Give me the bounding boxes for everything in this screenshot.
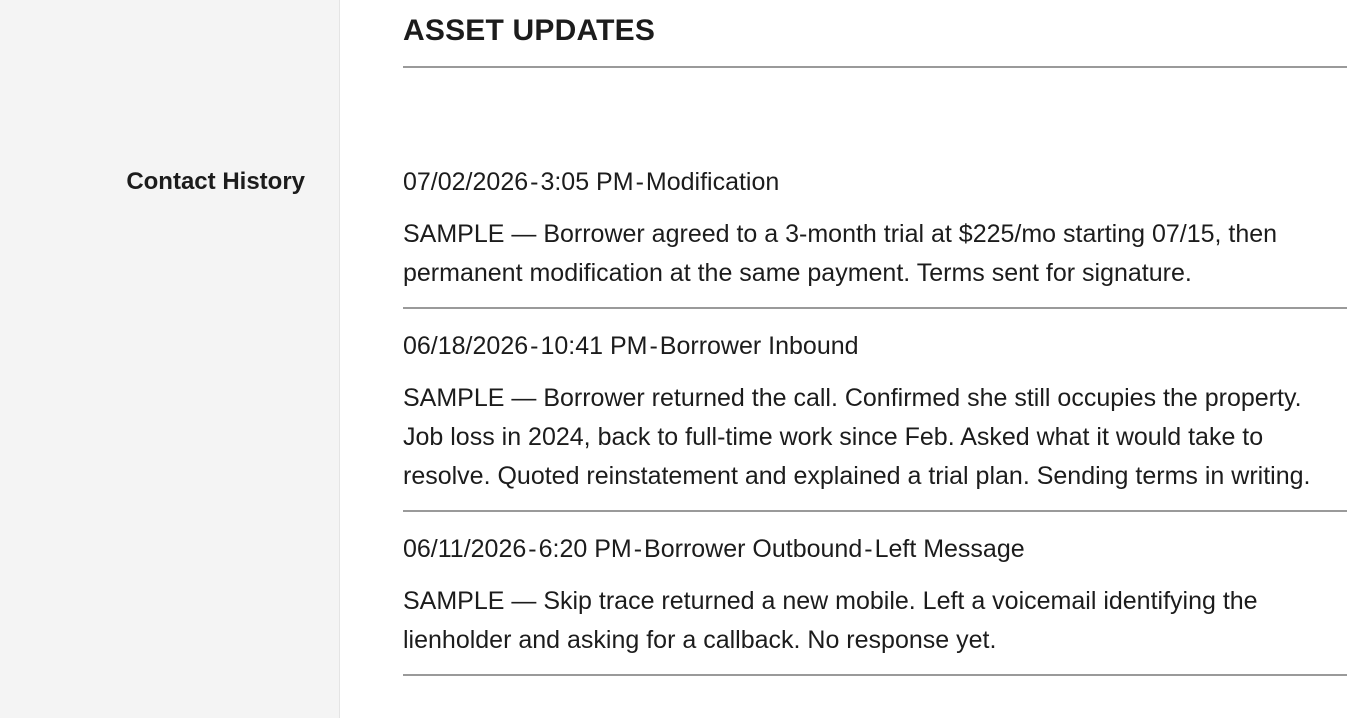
entry-note: SAMPLE — Skip trace returned a new mobile. Left a voicemail identifying the lienholder and asking for a callback. No response yet.	[403, 587, 1258, 654]
history-entry	[403, 530, 1347, 676]
header-separator: -	[633, 535, 643, 563]
entry-date: 06/11/2026	[403, 535, 527, 563]
entry-note: SAMPLE — Borrower agreed to a 3-month trial at $225/mo starting 07/15, then permanent modification at the same payment. Terms sent for signature.	[403, 220, 1278, 287]
entry-time: 6:20 PM	[538, 535, 632, 563]
header-separator: -	[635, 168, 644, 196]
header-separator: -	[528, 535, 537, 563]
header-separator: -	[649, 332, 658, 360]
entry-type: Borrower Inbound	[659, 332, 859, 360]
entry-date: 06/18/2026	[403, 332, 529, 360]
sidebar-section-label: Contact History	[126, 168, 305, 195]
history-entry	[403, 327, 1347, 512]
entry-date: 07/02/2026	[403, 168, 529, 196]
entry-header	[403, 327, 1347, 365]
entry-header	[403, 530, 1347, 568]
header-separator: -	[530, 332, 539, 360]
contact-history-list	[403, 163, 1347, 694]
entry-type: Borrower Outbound	[644, 535, 863, 563]
header-separator: -	[530, 168, 539, 196]
header-separator: -	[864, 535, 873, 563]
entry-header	[403, 163, 1347, 201]
entry-time: 10:41 PM	[540, 332, 648, 360]
sidebar	[0, 0, 340, 718]
title-divider	[403, 66, 1347, 68]
entry-result: Left Message	[874, 535, 1025, 563]
entry-type: Modification	[645, 168, 780, 196]
entry-note: SAMPLE — Borrower returned the call. Confirmed she still occupies the property. Job loss in 2024, back to full-time work since Feb. Asked what it would take to resolve. Quoted reinstatement and explained a trial plan. Sending terms in writing.	[403, 384, 1311, 490]
entry-time: 3:05 PM	[540, 168, 634, 196]
section-title: ASSET UPDATES	[403, 14, 656, 47]
history-entry	[403, 163, 1347, 309]
